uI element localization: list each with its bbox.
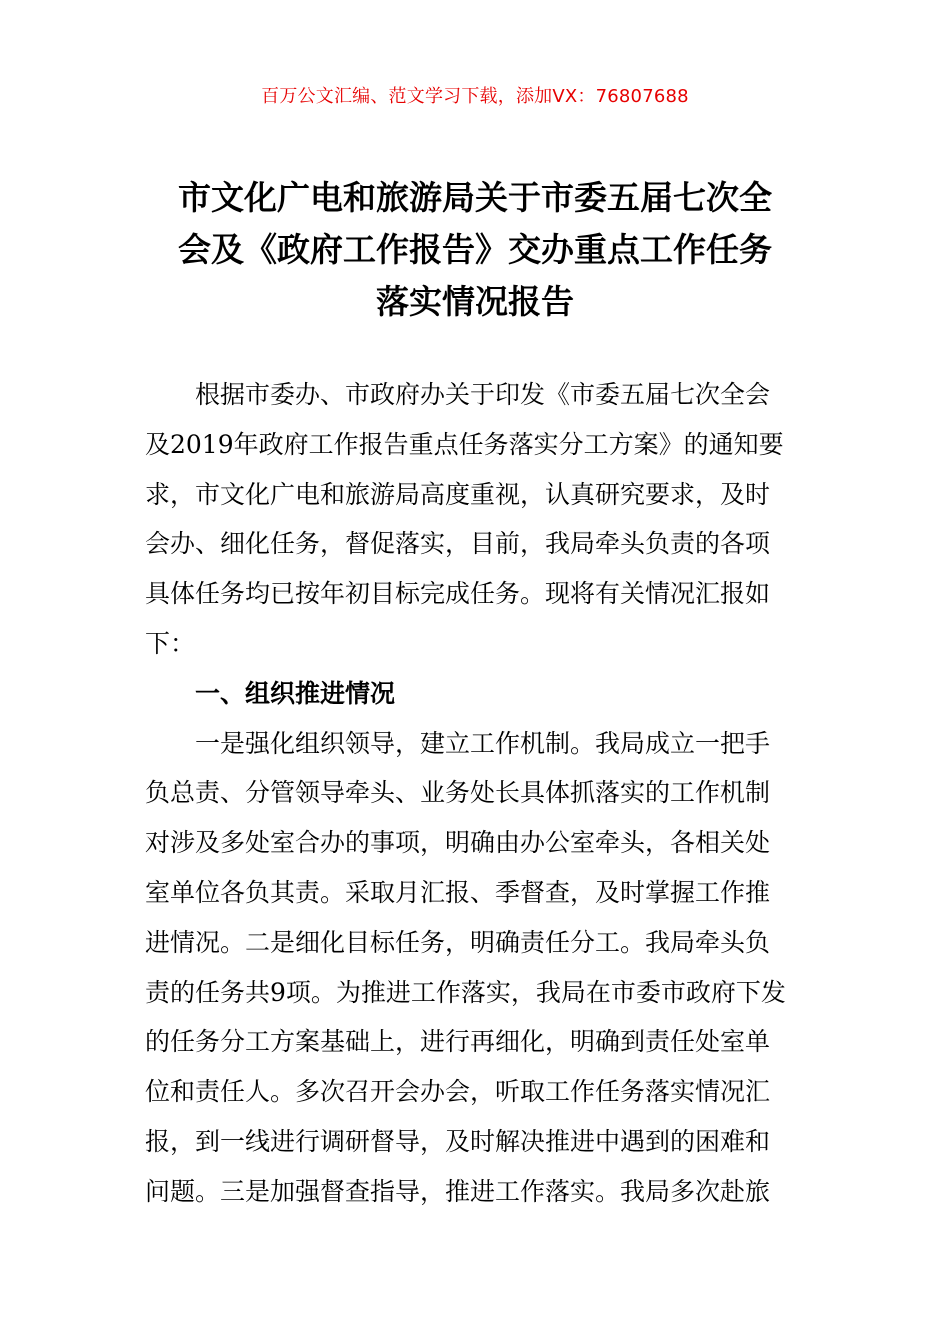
body-line: 室单位各负其责。采取月汇报、季督查，及时掌握工作推 [145, 877, 771, 907]
body-line: 具体任务均已按年初目标完成任务。现将有关情况汇报如 [145, 579, 771, 609]
body-line: 的任务分工方案基础上，进行再细化，明确到责任处室单 [145, 1027, 771, 1057]
body-line: 求，市文化广电和旅游局高度重视，认真研究要求，及时 [145, 479, 771, 509]
body-line: 责的任务共9项。为推进工作落实，我局在市委市政府下发 [145, 977, 786, 1007]
body-line: 会办、细化任务，督促落实，目前，我局牵头负责的各项 [145, 529, 771, 559]
body-line: 及2019年政府工作报告重点任务落实分工方案》的通知要 [145, 429, 784, 459]
body-line: 进情况。二是细化目标任务，明确责任分工。我局牵头负 [145, 927, 771, 957]
body-line: 下： [145, 628, 196, 658]
body-line: 位和责任人。多次召开会办会，听取工作任务落实情况汇 [145, 1077, 771, 1107]
title-line-1: 市文化广电和旅游局关于市委五届七次全 [178, 178, 772, 217]
body-line: 报，到一线进行调研督导，及时解决推进中遇到的困难和 [145, 1126, 771, 1156]
body-line: 问题。三是加强督查指导，推进工作落实。我局多次赴旅 [145, 1176, 771, 1206]
body-line: 负总责、分管领导牵头、业务处长具体抓落实的工作机制 [145, 778, 771, 808]
document-title [140, 172, 810, 328]
document-body [145, 370, 810, 1217]
body-line: 对涉及多处室合办的事项，明确由办公室牵头，各相关处 [145, 828, 771, 858]
header-watermark-note: 百万公文汇编、范文学习下载，添加VX：76807688 [261, 86, 689, 107]
body-line: 一是强化组织领导，建立工作机制。我局成立一把手 [195, 728, 771, 758]
section-heading: 一、组织推进情况 [195, 678, 396, 708]
title-line-3: 落实情况报告 [376, 282, 574, 321]
title-line-2: 会及《政府工作报告》交办重点工作任务 [178, 230, 772, 269]
body-line: 根据市委办、市政府办关于印发《市委五届七次全会 [195, 380, 771, 409]
